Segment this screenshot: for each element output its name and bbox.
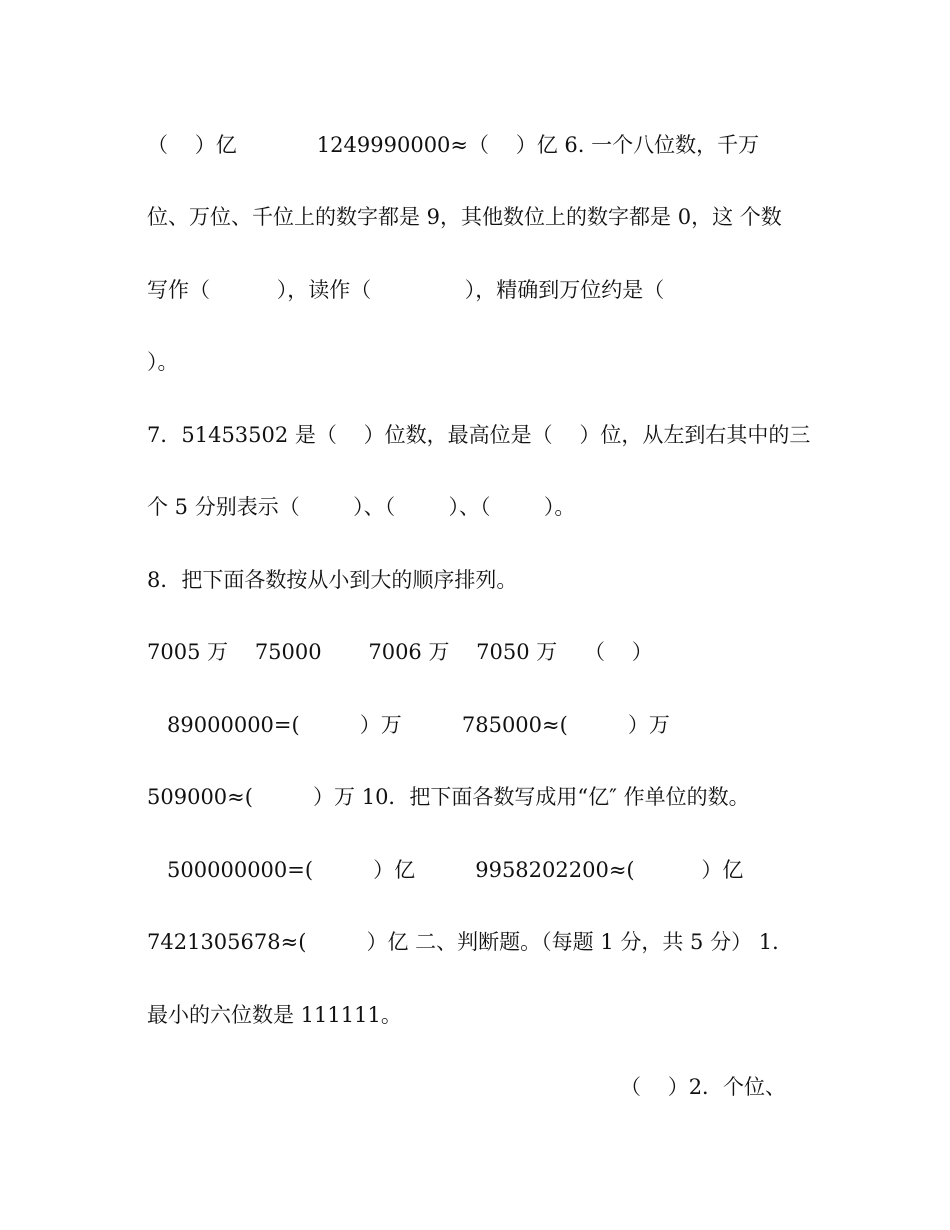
text-line-7: 8．把下面各数按从小到大的顺序排列。 <box>147 568 518 592</box>
text-line-10: 509000≈( ）万 10．把下面各数写成用“亿″ 作单位的数。 <box>147 785 750 809</box>
text-line-8: 7005 万 75000 7006 万 7050 万 （ ） <box>147 640 653 664</box>
text-line-13: 最小的六位数是 111111。 <box>147 1003 402 1027</box>
text-line-11: 500000000=( ）亿 9958202200≈( ）亿 <box>147 858 744 882</box>
text-line-4: ）。 <box>147 350 179 374</box>
text-line-14: （ ）2．个位、 <box>620 1075 787 1099</box>
text-line-1: （ ）亿 1249990000≈（ ）亿 6. 一个八位数，千万 <box>147 133 760 157</box>
text-line-9: 89000000=( ）万 785000≈( ）万 <box>147 713 670 737</box>
text-line-5: 7．51453502 是（ ）位数，最高位是（ ）位，从左到右其中的三 <box>147 423 811 447</box>
text-line-12: 7421305678≈( ）亿 二、判断题。（每题 1 分，共 5 分） 1． <box>147 930 794 954</box>
text-line-6: 个 5 分别表示（ ）、（ ）、（ ）。 <box>147 495 576 519</box>
text-line-2: 位、万位、千位上的数字都是 9，其他数位上的数字都是 0，这 个数 <box>147 205 782 229</box>
text-line-3: 写作（ ），读作（ ），精确到万位约是（ <box>147 278 665 302</box>
